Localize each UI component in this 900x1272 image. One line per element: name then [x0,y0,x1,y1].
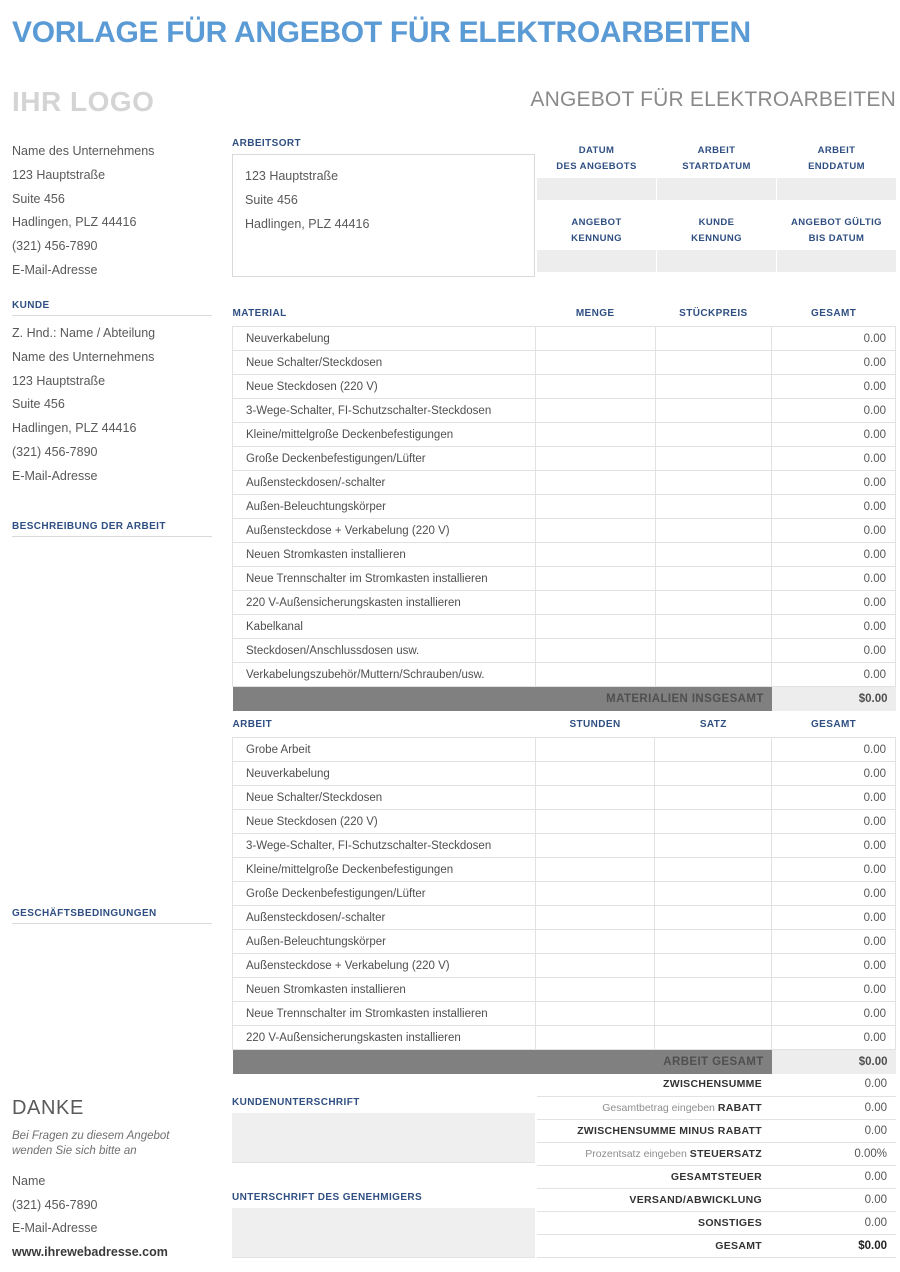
material-col-total: GESAMT [772,308,896,327]
thanks-title: DANKE [12,1097,84,1119]
labor-total-label: ARBEIT GESAMT [233,1050,772,1074]
summary-row [537,1188,896,1211]
row-quantity-field[interactable] [535,543,655,567]
id-field-input[interactable] [777,250,896,272]
row-unitprice-field[interactable] [655,399,772,423]
row-unitprice-field[interactable] [655,567,772,591]
summary-label: Gesamtbetrag eingeben RABATT [537,1096,772,1119]
summary-label: ZWISCHENSUMME MINUS RABATT [537,1119,772,1142]
row-total: 0.00 [772,930,896,954]
row-unitprice-field[interactable] [655,495,772,519]
id-field-label-line1: ANGEBOT [571,217,622,228]
table-row [233,786,896,810]
row-total: 0.00 [772,495,896,519]
row-unitprice-field[interactable] [655,447,772,471]
row-description: 220 V-Außensicherungskasten installieren [233,591,536,615]
row-total: 0.00 [772,447,896,471]
summary-row [537,1234,896,1257]
row-quantity-field[interactable] [535,519,655,543]
row-description: Außen-Beleuchtungskörper [233,930,536,954]
labor-col-hours: STUNDEN [535,719,655,738]
summary-value[interactable]: 0.00 [772,1073,896,1096]
row-unitprice-field[interactable] [655,810,772,834]
labor-total-row [233,1050,896,1074]
row-total: 0.00 [772,762,896,786]
row-unitprice-field[interactable] [655,663,772,687]
terms-heading: GESCHÄFTSBEDINGUNGEN [12,908,212,924]
table-row [233,615,896,639]
labor-col-rate: SATZ [655,719,772,738]
company-address-line: Name des Unternehmens [12,144,155,158]
row-description: Außen-Beleuchtungskörper [233,495,536,519]
worksite-address-line: Hadlingen, PLZ 44416 [245,217,370,231]
row-unitprice-field[interactable] [655,906,772,930]
row-quantity-field[interactable] [535,591,655,615]
date-field-label-line1: ARBEIT [697,145,736,156]
customer-signature-heading: KUNDENUNTERSCHRIFT [232,1097,360,1108]
row-description: Kleine/mittelgroße Deckenbefestigungen [233,858,536,882]
row-description: Grobe Arbeit [233,738,536,762]
row-total: 0.00 [772,663,896,687]
row-description: Große Deckenbefestigungen/Lüfter [233,882,536,906]
table-row [233,591,896,615]
worksite-address-field[interactable] [232,154,535,277]
row-quantity-field[interactable] [535,663,655,687]
table-row [233,423,896,447]
row-unitprice-field[interactable] [655,327,772,351]
row-total: 0.00 [772,567,896,591]
row-quantity-field[interactable] [535,906,655,930]
row-unitprice-field[interactable] [655,471,772,495]
company-address-line: Suite 456 [12,191,65,206]
page-title: VORLAGE FÜR ANGEBOT FÜR ELEKTROARBEITEN [12,16,751,49]
row-total: 0.00 [772,882,896,906]
approver-signature-heading: UNTERSCHRIFT DES GENEHMIGERS [232,1192,423,1203]
row-quantity-field[interactable] [535,810,655,834]
row-total: 0.00 [772,615,896,639]
row-description: 3-Wege-Schalter, FI-Schutzschalter-Steckdosen [233,399,536,423]
summary-row [537,1096,896,1119]
row-unitprice-field[interactable] [655,639,772,663]
row-unitprice-field[interactable] [655,1026,772,1050]
row-total: 0.00 [772,1002,896,1026]
row-total: 0.00 [772,399,896,423]
table-row [233,882,896,906]
summary-value[interactable]: 0.00% [772,1142,896,1165]
date-field-input[interactable] [537,178,656,200]
material-table-header-row [233,308,896,327]
row-quantity-field[interactable] [535,1026,655,1050]
summary-row [537,1211,896,1234]
customer-address-line: Hadlingen, PLZ 44416 [12,421,137,436]
customer-address-line: Suite 456 [12,397,65,412]
row-unitprice-field[interactable] [655,978,772,1002]
row-unitprice-field[interactable] [655,591,772,615]
row-total: 0.00 [772,519,896,543]
company-address-line: 123 Hauptstraße [12,167,106,182]
row-unitprice-field[interactable] [655,1002,772,1026]
row-description: Neuen Stromkasten installieren [233,543,536,567]
row-quantity-field[interactable] [535,567,655,591]
row-unitprice-field[interactable] [655,930,772,954]
worksite-block [232,138,535,277]
labor-col-total: GESAMT [772,719,896,738]
thanks-contact-email: E-Mail-Adresse [12,1221,98,1235]
table-row [233,762,896,786]
material-col-qty: MENGE [535,308,655,327]
row-total: 0.00 [772,1026,896,1050]
id-field-input[interactable] [657,250,776,272]
row-quantity-field[interactable] [535,471,655,495]
summary-row [537,1142,896,1165]
row-quantity-field[interactable] [535,375,655,399]
table-row [233,519,896,543]
company-address-line: E-Mail-Adresse [12,262,98,277]
date-row-2 [537,215,896,272]
row-quantity-field[interactable] [535,447,655,471]
worksite-address-line: Suite 456 [245,193,298,207]
summary-hint: Prozentsatz eingeben [585,1147,690,1160]
row-description: Kleine/mittelgroße Deckenbefestigungen [233,423,536,447]
row-total: 0.00 [772,639,896,663]
terms-block [12,908,212,930]
summary-value[interactable]: 0.00 [772,1119,896,1142]
thanks-website[interactable]: www.ihrewebadresse.com [12,1244,168,1259]
row-total: 0.00 [772,327,896,351]
material-total-value: $0.00 [772,687,896,711]
row-total: 0.00 [772,858,896,882]
row-unitprice-field[interactable] [655,834,772,858]
row-quantity-field[interactable] [535,858,655,882]
customer-signature-block [232,1097,535,1163]
table-row [233,447,896,471]
material-table [232,308,896,711]
row-quantity-field[interactable] [535,978,655,1002]
row-description: Steckdosen/Anschlussdosen usw. [233,639,536,663]
date-field-label-line2: DES ANGEBOTS [556,161,637,172]
summary-row [537,1119,896,1142]
labor-total-value: $0.00 [772,1050,896,1074]
row-description: Neue Schalter/Steckdosen [233,351,536,375]
row-quantity-field[interactable] [535,1002,655,1026]
table-row [233,639,896,663]
table-row [233,1026,896,1050]
worksite-address-line: 123 Hauptstraße [245,169,339,183]
row-unitprice-field[interactable] [655,762,772,786]
row-unitprice-field[interactable] [655,519,772,543]
table-row [233,543,896,567]
row-quantity-field[interactable] [535,930,655,954]
company-address-line: Hadlingen, PLZ 44416 [12,215,137,230]
material-col-unitprice: STÜCKPREIS [655,308,772,327]
date-grid [537,143,896,272]
summary-label: VERSAND/ABWICKLUNG [537,1188,772,1211]
row-description: 220 V-Außensicherungskasten installieren [233,1026,536,1050]
table-row [233,834,896,858]
row-unitprice-field[interactable] [655,738,772,762]
table-row [233,567,896,591]
row-description: Große Deckenbefestigungen/Lüfter [233,447,536,471]
row-total: 0.00 [772,810,896,834]
summary-value[interactable]: $0.00 [772,1234,896,1257]
thanks-block [12,1097,222,1264]
table-row [233,1002,896,1026]
row-unitprice-field[interactable] [655,543,772,567]
customer-signature-field[interactable] [232,1113,535,1163]
table-row [233,471,896,495]
row-quantity-field[interactable] [535,882,655,906]
table-row [233,495,896,519]
row-total: 0.00 [772,543,896,567]
table-row [233,351,896,375]
summary-row [537,1165,896,1188]
id-field-cell-2 [777,215,896,272]
row-quantity-field[interactable] [535,495,655,519]
table-row [233,810,896,834]
id-field-label-line2: BIS DATUM [808,233,865,244]
thanks-note-line-1: Bei Fragen zu diesem Angebot [12,1130,170,1142]
summary-value[interactable]: 0.00 [772,1188,896,1211]
worksite-heading: ARBEITSORT [232,138,301,149]
summary-label: Prozentsatz eingeben STEUERSATZ [537,1142,772,1165]
date-field-input[interactable] [657,178,776,200]
customer-heading: KUNDE [12,300,212,316]
summary-label: GESAMTSTEUER [537,1165,772,1188]
row-description: Kabelkanal [233,615,536,639]
row-unitprice-field[interactable] [655,375,772,399]
date-field-cell-1 [657,143,776,200]
table-row [233,954,896,978]
thanks-contact-name: Name [12,1174,46,1188]
customer-address-line: Name des Unternehmens [12,349,155,364]
job-description-heading: BESCHREIBUNG DER ARBEIT [12,521,212,537]
company-logo-placeholder: IHR LOGO [12,86,155,117]
summary-label: SONSTIGES [537,1211,772,1234]
row-description: Neue Schalter/Steckdosen [233,786,536,810]
customer-address-line: 123 Hauptstraße [12,373,106,388]
row-quantity-field[interactable] [535,762,655,786]
date-field-cell-2 [777,143,896,200]
id-field-cell-1 [657,215,776,272]
row-total: 0.00 [772,978,896,1002]
table-row [233,858,896,882]
labor-col-desc: ARBEIT [233,719,536,738]
document-subtitle: ANGEBOT FÜR ELEKTROARBEITEN [530,88,896,111]
table-row [233,978,896,1002]
summary-table [537,1073,896,1258]
company-address-block [12,140,212,283]
row-description: Neue Trennschalter im Stromkasten installieren [233,567,536,591]
row-quantity-field[interactable] [535,834,655,858]
row-unitprice-field[interactable] [655,351,772,375]
material-total-row [233,687,896,711]
row-quantity-field[interactable] [535,786,655,810]
table-row [233,327,896,351]
row-total: 0.00 [772,591,896,615]
approver-signature-block [232,1192,535,1258]
thanks-note-line-2: wenden Sie sich bitte an [12,1145,137,1157]
row-description: Außensteckdose + Verkabelung (220 V) [233,519,536,543]
row-quantity-field[interactable] [535,351,655,375]
labor-table-header-row [233,719,896,738]
customer-address-line: (321) 456-7890 [12,444,98,459]
row-total: 0.00 [772,834,896,858]
row-quantity-field[interactable] [535,954,655,978]
row-quantity-field[interactable] [535,399,655,423]
row-description: Neuen Stromkasten installieren [233,978,536,1002]
row-total: 0.00 [772,351,896,375]
row-unitprice-field[interactable] [655,954,772,978]
row-description: Neuverkabelung [233,762,536,786]
summary-value[interactable]: 0.00 [772,1096,896,1119]
company-address-line: (321) 456-7890 [12,239,98,254]
date-field-label-line2: ENDDATUM [808,161,865,172]
row-description: Neue Trennschalter im Stromkasten installieren [233,1002,536,1026]
table-row [233,930,896,954]
summary-label: GESAMT [537,1234,772,1257]
summary-label: ZWISCHENSUMME [537,1073,772,1096]
table-row [233,906,896,930]
thanks-contact-phone: (321) 456-7890 [12,1197,98,1212]
customer-address-line: E-Mail-Adresse [12,468,98,483]
row-description: 3-Wege-Schalter, FI-Schutzschalter-Steckdosen [233,834,536,858]
row-quantity-field[interactable] [535,639,655,663]
row-total: 0.00 [772,906,896,930]
row-total: 0.00 [772,471,896,495]
summary-value[interactable]: 0.00 [772,1211,896,1234]
customer-address-line: Z. Hnd.: Name / Abteilung [12,326,156,340]
summary-row [537,1073,896,1096]
id-field-label-line2: KENNUNG [691,233,742,244]
row-total: 0.00 [772,423,896,447]
row-quantity-field[interactable] [535,738,655,762]
row-quantity-field[interactable] [535,423,655,447]
table-row [233,399,896,423]
row-unitprice-field[interactable] [655,882,772,906]
row-description: Neue Steckdosen (220 V) [233,810,536,834]
date-field-label-line1: ARBEIT [817,145,856,156]
row-unitprice-field[interactable] [655,786,772,810]
row-unitprice-field[interactable] [655,423,772,447]
row-total: 0.00 [772,954,896,978]
row-quantity-field[interactable] [535,327,655,351]
date-field-input[interactable] [777,178,896,200]
row-quantity-field[interactable] [535,615,655,639]
row-description: Außensteckdose + Verkabelung (220 V) [233,954,536,978]
date-field-cell-0 [537,143,656,200]
row-total: 0.00 [772,375,896,399]
table-row [233,738,896,762]
material-total-label: MATERIALIEN INSGESAMT [233,687,772,711]
row-description: Außensteckdosen/-schalter [233,471,536,495]
row-description: Neue Steckdosen (220 V) [233,375,536,399]
date-field-label-line1: DATUM [578,145,615,156]
table-row [233,375,896,399]
id-field-input[interactable] [537,250,656,272]
row-description: Verkabelungszubehör/Muttern/Schrauben/usw. [233,663,536,687]
id-field-label-line2: KENNUNG [571,233,622,244]
row-unitprice-field[interactable] [655,858,772,882]
material-col-desc: MATERIAL [233,308,536,327]
row-description: Außensteckdosen/-schalter [233,906,536,930]
row-total: 0.00 [772,738,896,762]
labor-table [232,719,896,1074]
date-field-label-line2: STARTDATUM [682,161,751,172]
id-field-label-line1: KUNDE [698,217,735,228]
row-description: Neuverkabelung [233,327,536,351]
job-description-block [12,521,212,543]
row-unitprice-field[interactable] [655,615,772,639]
customer-block [12,300,212,489]
approver-signature-field[interactable] [232,1208,535,1258]
id-field-cell-0 [537,215,656,272]
row-total: 0.00 [772,786,896,810]
id-field-label-line1: ANGEBOT GÜLTIG [791,217,882,228]
table-row [233,663,896,687]
summary-hint: Gesamtbetrag eingeben [602,1101,718,1114]
summary-value[interactable]: 0.00 [772,1165,896,1188]
date-row-1 [537,143,896,200]
